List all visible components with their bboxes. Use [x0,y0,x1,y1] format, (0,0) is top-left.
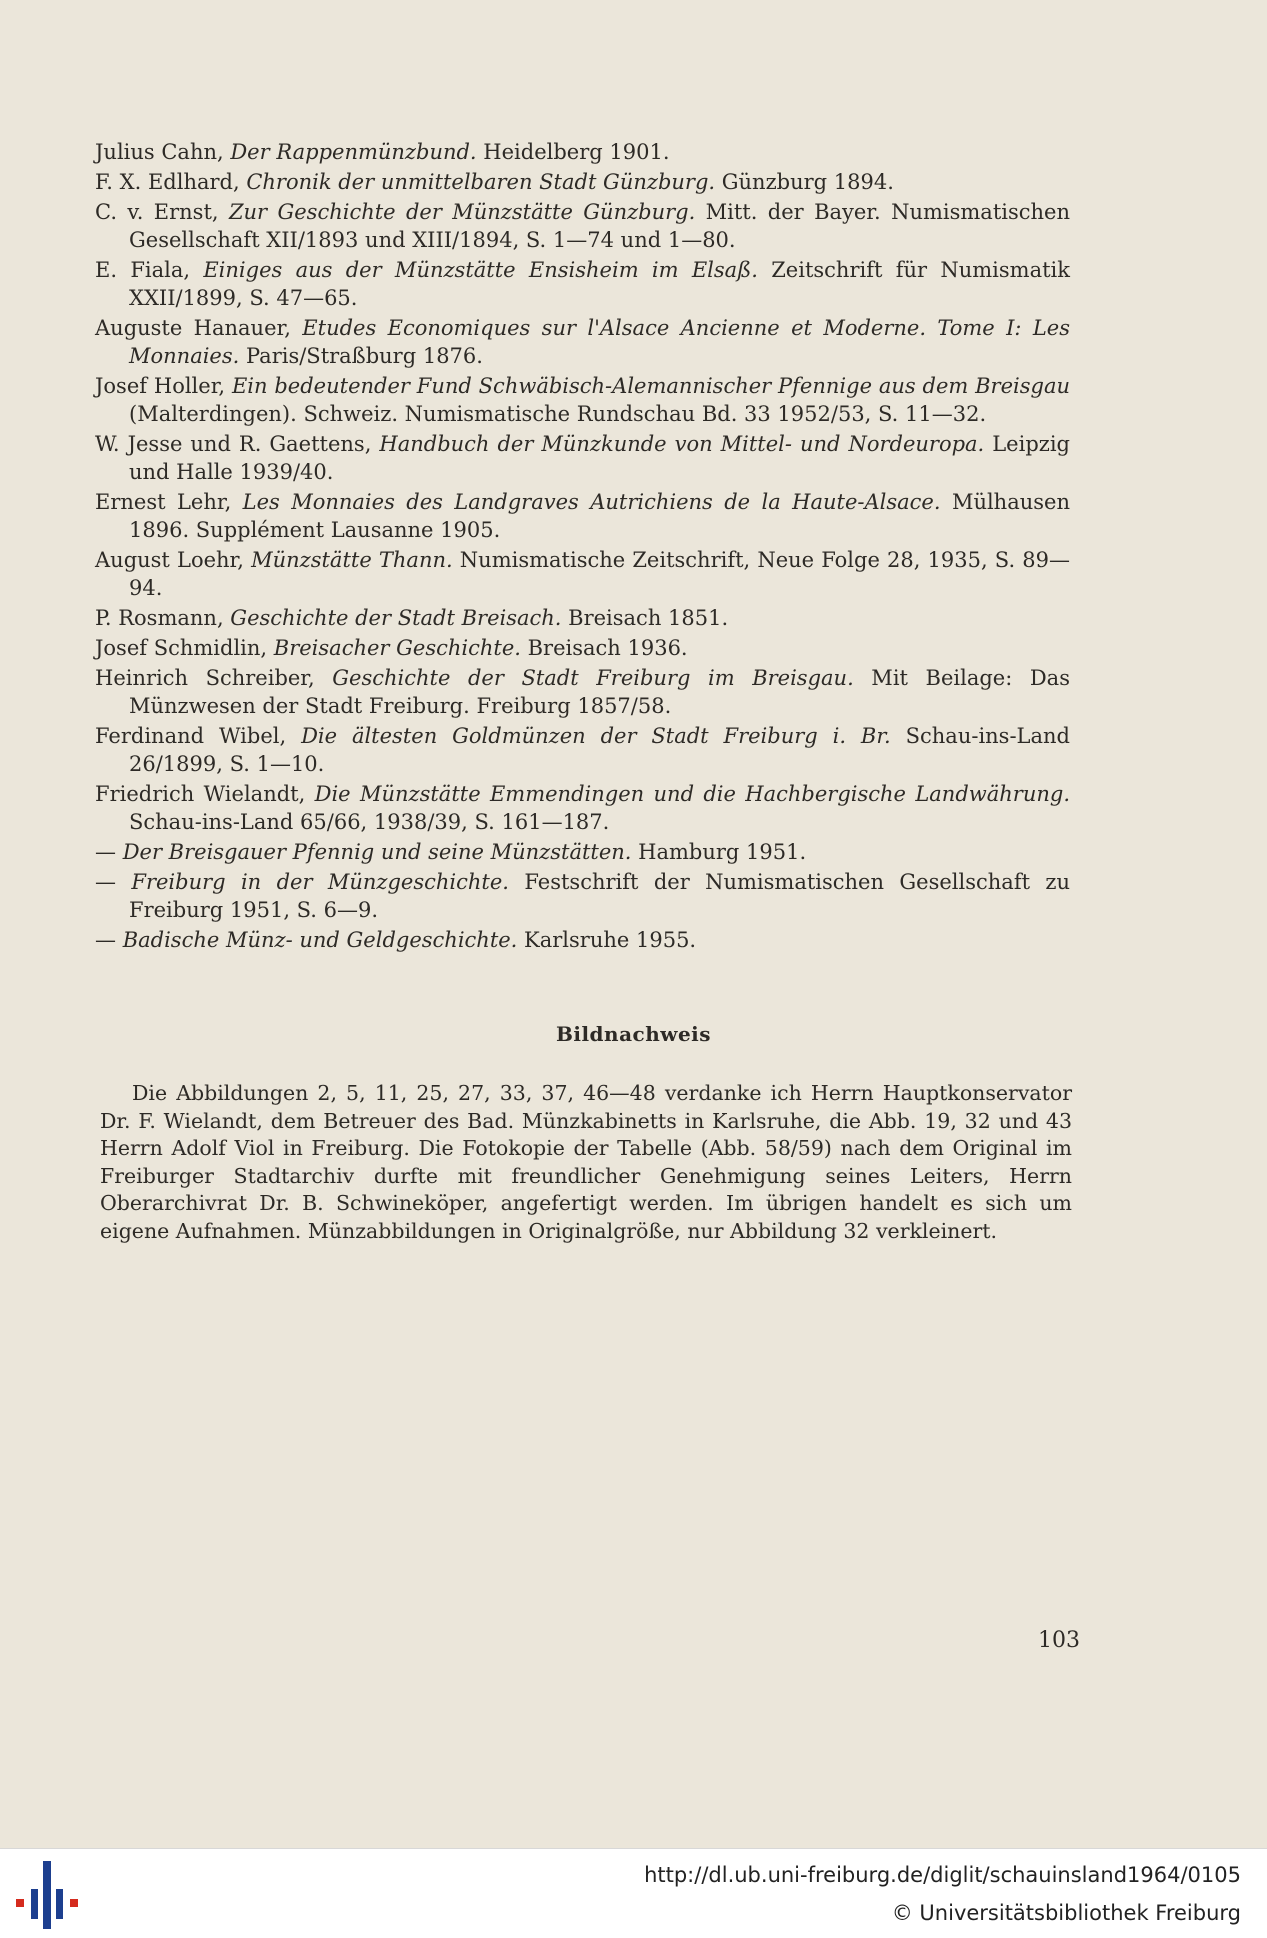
bibliography-entry [95,838,1070,866]
entry-details: Mitt. der Bayer. Numismatischen Gesellschaft XII/1893 und XIII/1894, S. 1—74 und 1—80. [129,200,1070,252]
bibliography-entry [95,198,1070,254]
entry-details: Schau-ins-Land 65/66, 1938/39, S. 161—187. [129,810,610,834]
bibliography-entry [95,926,1070,954]
entry-details: Breisach 1851. [561,606,729,630]
entry-title: Etudes Economiques sur l'Alsace Ancienne et Moderne. Tome I: Les Monnaies. [129,316,1070,368]
bibliography-entry [95,430,1070,486]
bibliography-entry [95,868,1070,924]
bibliography-entry [95,664,1070,720]
entry-details: Karlsruhe 1955. [517,928,697,952]
page-number: 103 [1038,1628,1080,1653]
entry-author: Friedrich Wielandt, [95,782,315,806]
entry-author: F. X. Edlhard, [95,170,247,194]
entry-title: Münzstätte Thann. [251,548,453,572]
bibliography-entry [95,488,1070,544]
entry-title: Ein bedeutender Fund Schwäbisch-Alemannischer Pfennige aus dem Breisgau [231,374,1070,398]
bibliography-entry [95,138,1070,166]
copyright-notice: © Universitätsbibliothek Freiburg [891,1901,1241,1925]
entry-author: — [95,870,132,894]
entry-details: Heidelberg 1901. [476,140,670,164]
entry-author: — [95,928,123,952]
bibliography-entry [95,546,1070,602]
entry-author: E. Fiala, [95,258,204,282]
entry-details: (Malterdingen). Schweiz. Numismatische Rundschau Bd. 33 1952/53, S. 11—32. [129,402,987,426]
bibliography-entry [95,256,1070,312]
entry-title: Geschichte der Stadt Breisach. [230,606,562,630]
bibliography-entry [95,634,1070,662]
entry-title: Der Breisgauer Pfennig und seine Münzstätten. [122,840,632,864]
entry-details: Mülhausen 1896. Supplément Lausanne 1905. [129,490,1070,542]
entry-title: Zur Geschichte der Münzstätte Günzburg. [228,200,696,224]
entry-title: Handbuch der Münzkunde von Mittel- und Nordeuropa. [379,432,985,456]
section-heading: Bildnachweis [555,1022,712,1046]
entry-author: Ferdinand Wibel, [95,724,302,748]
entry-author: W. Jesse und R. Gaettens, [95,432,380,456]
entry-details: Schau-ins-Land 26/1899, S. 1—10. [129,724,1070,776]
entry-author: — [95,840,123,864]
entry-details: Breisach 1936. [520,636,688,660]
entry-author: Auguste Hanauer, [95,316,303,340]
entry-title: Chronik der unmittelbaren Stadt Günzburg. [246,170,716,194]
entry-details: Günzburg 1894. [715,170,894,194]
entry-author: Julius Cahn, [95,140,231,164]
image-credits-paragraph: Die Abbildungen 2, 5, 11, 25, 27, 33, 37, 46—48 verdanke ich Herrn Hauptkonservator Dr. F. Wielandt, dem Betreuer des Bad. Münzkabinetts in Karlsruhe, die Abb. 19, 32 und 43 Herrn Adolf Viol in Freiburg. Die Fotokopie der Tabelle (Abb. 58/59) nach dem Original im Freiburger Stadtarchiv durfte mit freundlicher Genehmigung seines Leiters, Herrn Oberarchivrat Dr. B. Schwineköper, angefertigt werden. Im übrigen handelt es sich um eigene Aufnahmen. Münzabbildungen in Originalgröße, nur Abbildung 32 verkleinert. [100,1081,1072,1243]
entry-details: Mit Beilage: Das Münzwesen der Stadt Freiburg. Freiburg 1857/58. [129,666,1070,718]
entry-title: Les Monnaies des Landgraves Autrichiens de la Haute-Alsace. [242,490,941,514]
bibliography-entry [95,604,1070,632]
entry-author: Ernest Lehr, [95,490,243,514]
entry-details: Paris/Straßburg 1876. [239,344,483,368]
bibliography-entry [95,722,1070,778]
entry-title: Breisacher Geschichte. [273,636,521,660]
entry-title: Freiburg in der Münzgeschichte. [131,870,509,894]
entry-author: P. Rosmann, [95,606,231,630]
source-url-link[interactable]: http://dl.ub.uni-freiburg.de/diglit/schauinsland1964/0105 [644,1863,1241,1887]
entry-details: Numismatische Zeitschrift, Neue Folge 28, 1935, S. 89—94. [129,548,1070,600]
entry-author: Josef Schmidlin, [95,636,274,660]
entry-details: Zeitschrift für Numismatik XXII/1899, S. 47—65. [129,258,1070,310]
entry-title: Badische Münz- und Geldgeschichte. [122,928,518,952]
bibliography-entry [95,168,1070,196]
entry-details: Hamburg 1951. [631,840,807,864]
entry-title: Geschichte der Stadt Freiburg im Breisgau. [332,666,854,690]
ub-freiburg-logo-icon[interactable] [14,1861,82,1929]
bibliography-list [95,138,1070,956]
bibliography-entry [95,372,1070,428]
entry-details: Festschrift der Numismatischen Gesellschaft zu Freiburg 1951, S. 6—9. [129,870,1070,922]
bibliography-entry [95,314,1070,370]
entry-title: Die Münzstätte Emmendingen und die Hachbergische Landwährung. [314,782,1070,806]
entry-author: Josef Holler, [95,374,232,398]
entry-title: Die ältesten Goldmünzen der Stadt Freiburg i. Br. [301,724,891,748]
entry-details: Leipzig und Halle 1939/40. [129,432,1070,484]
entry-author: C. v. Ernst, [95,200,229,224]
entry-title: Einiges aus der Münzstätte Ensisheim im Elsaß. [203,258,758,282]
entry-title: Der Rappenmünzbund. [230,140,477,164]
bibliography-entry [95,780,1070,836]
entry-author: Heinrich Schreiber, [95,666,333,690]
library-footer [0,1848,1267,1938]
entry-author: August Loehr, [95,548,252,572]
